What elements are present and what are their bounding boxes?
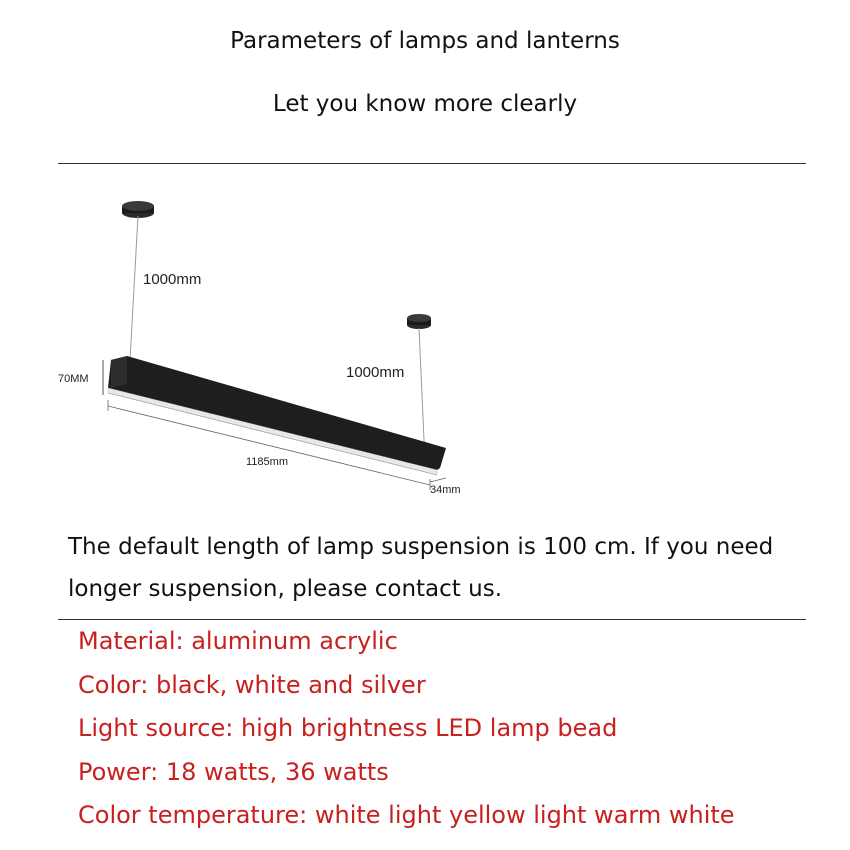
suspension-note-line2: longer suspension, please contact us. — [68, 576, 503, 602]
ceiling-canopy-right — [407, 314, 431, 329]
suspension-note-line1: The default length of lamp suspension is 100 cm. If you need — [68, 534, 774, 560]
specs-divider — [58, 619, 806, 620]
spec-material: Material: aluminum acrylic — [78, 627, 398, 655]
width-dimension-line — [430, 478, 446, 482]
height-label: 70MM — [58, 373, 89, 385]
page-title: Parameters of lamps and lanterns — [230, 28, 620, 54]
spec-color-temperature: Color temperature: white light yellow light warm white — [78, 801, 735, 829]
spec-color: Color: black, white and silver — [78, 671, 426, 699]
wire-length-label-left: 1000mm — [143, 271, 202, 288]
wire-length-label-right: 1000mm — [346, 364, 405, 381]
length-label: 1185mm — [246, 456, 288, 468]
suspension-wire-left — [130, 216, 138, 360]
ceiling-canopy-left — [122, 201, 154, 218]
page-subtitle: Let you know more clearly — [272, 91, 578, 117]
width-label: 34mm — [430, 484, 461, 496]
spec-light-source: Light source: high brightness LED lamp bead — [78, 714, 618, 742]
spec-power: Power: 18 watts, 36 watts — [78, 758, 389, 786]
